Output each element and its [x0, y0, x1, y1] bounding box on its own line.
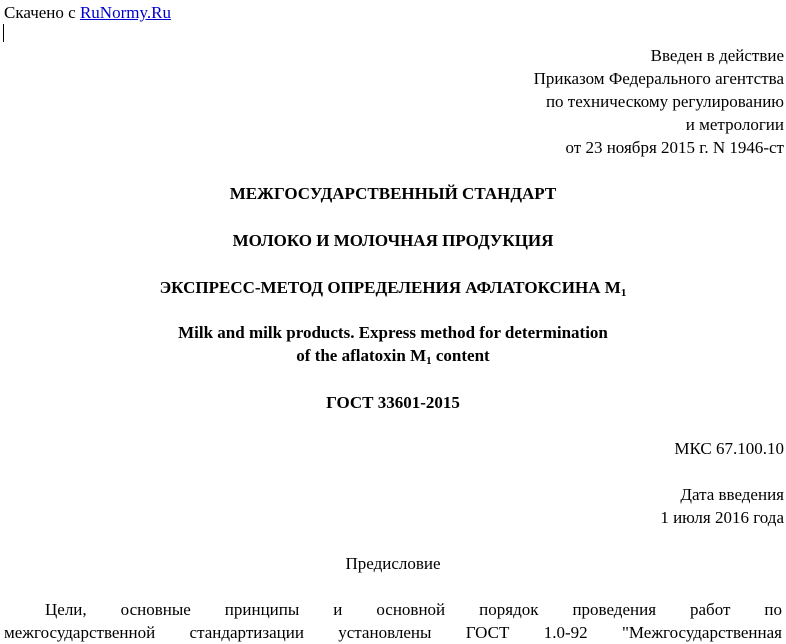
preface-heading: Предисловие: [345, 554, 441, 573]
source-link[interactable]: RuNormy.Ru: [79, 3, 171, 22]
enactment-block: [184, 44, 784, 159]
preface-line1-row: [4, 598, 782, 621]
product-title: МОЛОКО И МОЛОЧНАЯ ПРОДУКЦИЯ: [232, 231, 554, 250]
paragraph-indent: [4, 598, 45, 621]
introduction-date-block: [184, 483, 784, 529]
source-line: [4, 1, 171, 24]
mks-code: МКС 67.100.10: [674, 439, 784, 458]
enactment-line: и метрологии: [685, 115, 784, 134]
text-cursor: [3, 24, 4, 42]
english-title-subscript: 1: [426, 355, 432, 367]
english-title: [0, 321, 786, 367]
enactment-line: Приказом Федерального агентства: [533, 69, 784, 88]
gost-number: ГОСТ 33601-2015: [326, 393, 460, 412]
method-title-text: ЭКСПРЕСС-МЕТОД ОПРЕДЕЛЕНИЯ АФЛАТОКСИНА M: [159, 278, 621, 297]
preface-paragraph: [4, 598, 782, 644]
english-title-line1: Milk and milk products. Express method for determination: [178, 323, 608, 342]
source-prefix: Скачено с: [4, 3, 80, 22]
standard-type-title: МЕЖГОСУДАРСТВЕННЫЙ СТАНДАРТ: [229, 184, 557, 203]
method-title-subscript: 1: [620, 287, 627, 299]
enactment-line: Введен в действие: [650, 46, 784, 65]
english-title-line2-post: content: [431, 346, 490, 365]
introduction-date-value: 1 июля 2016 года: [660, 508, 784, 527]
english-title-line2-pre: of the aflatoxin M: [296, 346, 427, 365]
preface-line2: межгосударственной стандартизации установлены ГОСТ 1.0-92 "Межгосударственная: [4, 623, 782, 642]
preface-line1: Цели, основные принципы и основной порядок проведения работ по: [45, 600, 782, 619]
method-title: [0, 276, 786, 299]
enactment-line: по техническому регулированию: [545, 92, 784, 111]
english-title-line2: [0, 344, 786, 367]
enactment-line: от 23 ноября 2015 г. N 1946-ст: [565, 138, 784, 157]
introduction-date-label: Дата введения: [680, 485, 784, 504]
